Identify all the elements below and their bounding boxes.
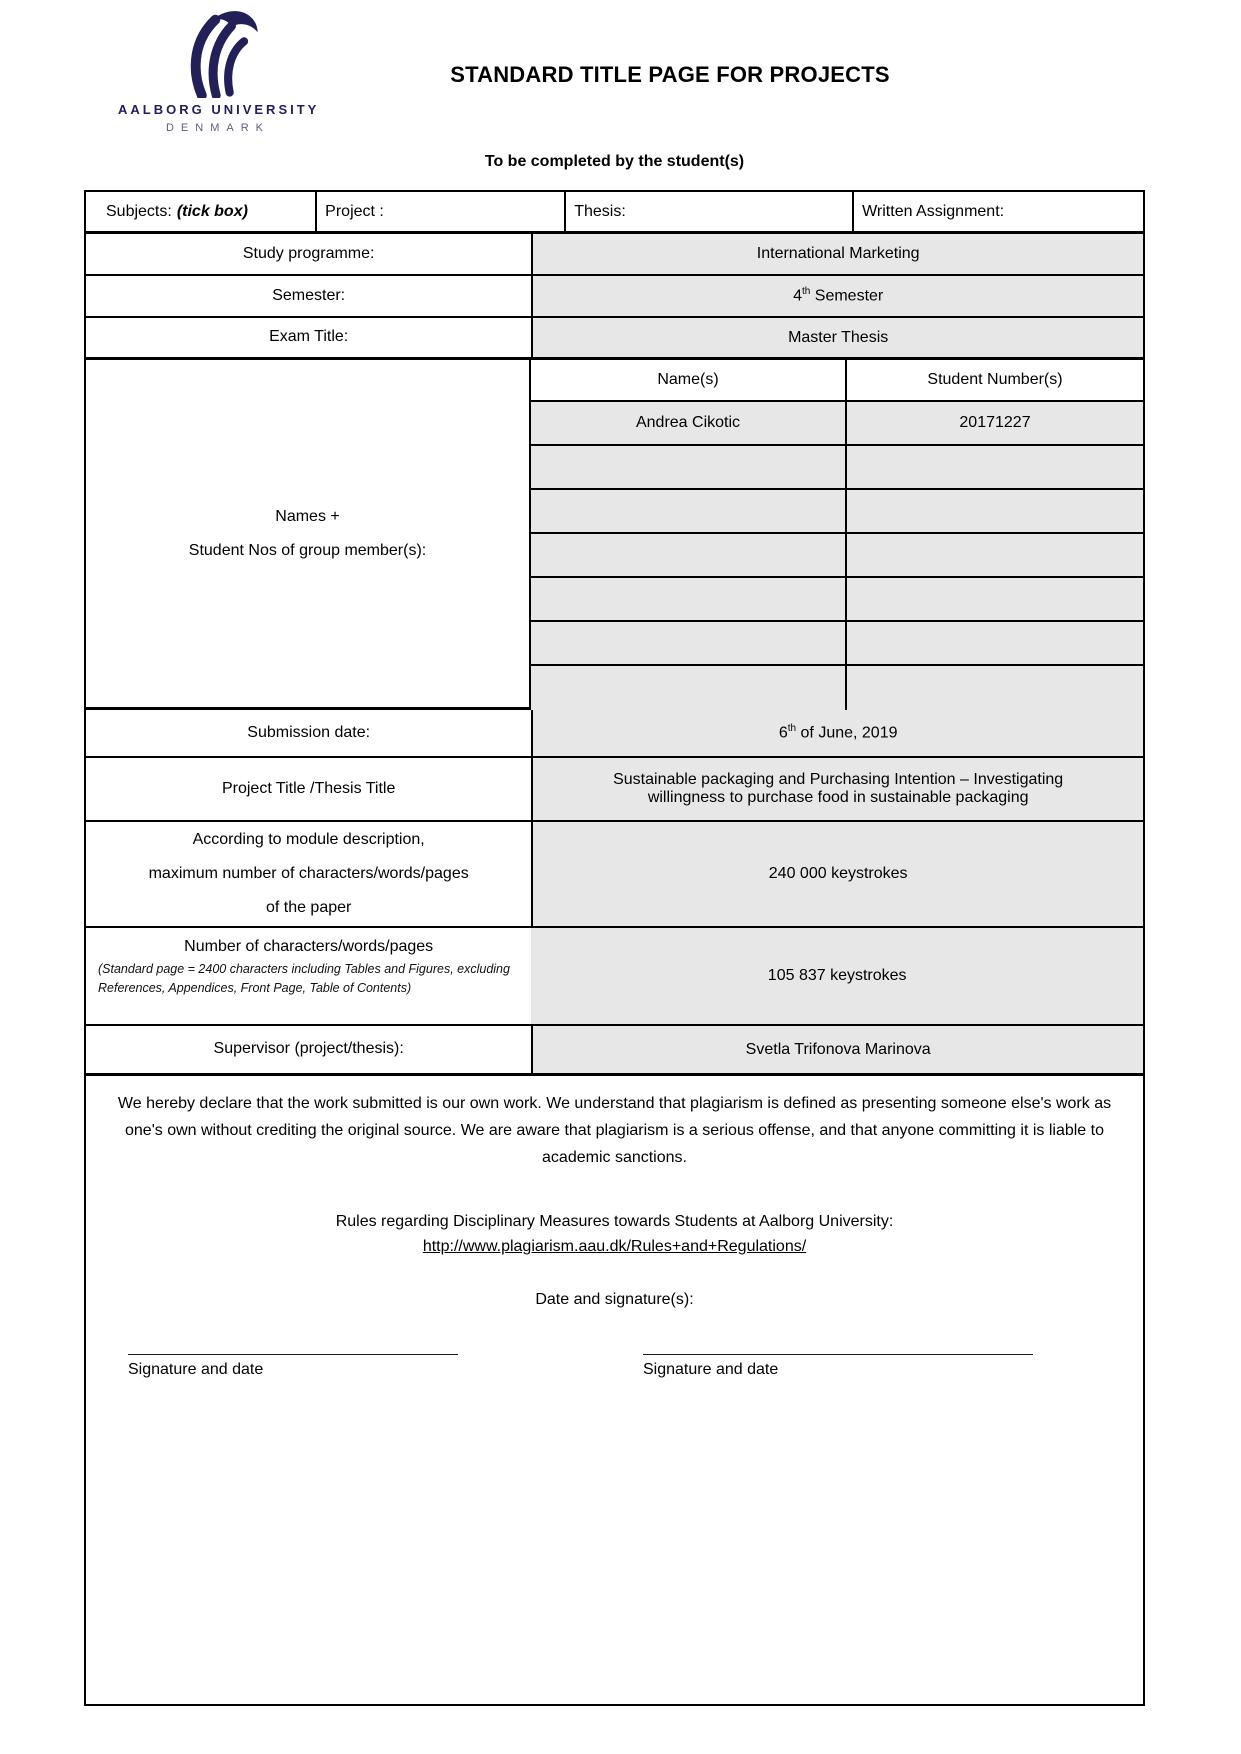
empty-member-row bbox=[531, 622, 1143, 666]
written-assignment-cell bbox=[852, 192, 1143, 231]
empty-member-row bbox=[531, 490, 1143, 534]
project-title-label: Project Title /Thesis Title bbox=[221, 779, 396, 797]
group-members-label: Names + Student Nos of group member(s): bbox=[188, 507, 427, 559]
semester-row bbox=[86, 276, 1143, 318]
signature-label-right: Signature and date bbox=[643, 1361, 779, 1378]
member-student-number: 20171227 bbox=[845, 402, 1143, 444]
signature-label-left: Signature and date bbox=[128, 1361, 264, 1378]
logo-country: DENMARK bbox=[165, 122, 270, 134]
signature-line-left bbox=[128, 1341, 458, 1355]
project-checkbox-cell bbox=[315, 192, 564, 231]
group-members-section bbox=[86, 360, 1143, 710]
character-count-row bbox=[86, 928, 1143, 1026]
name-column-header: Name(s) bbox=[657, 371, 719, 388]
member-name: Andrea Cikotic bbox=[635, 414, 741, 431]
logo-wordmark: AALBORG UNIVERSITY bbox=[118, 102, 320, 117]
signature-block-right bbox=[643, 1341, 1033, 1379]
thesis-checkbox-cell bbox=[564, 192, 852, 231]
study-programme-value: International Marketing bbox=[531, 234, 1143, 274]
rules-text: Rules regarding Disciplinary Measures towards Students at Aalborg University: bbox=[335, 1213, 894, 1230]
project-label: Project : bbox=[325, 202, 384, 220]
submission-date-value: 6th of June, 2019 bbox=[531, 710, 1143, 756]
aau-logo-block bbox=[118, 8, 318, 134]
group-members-grid bbox=[529, 360, 1143, 707]
exam-title-label: Exam Title: bbox=[269, 328, 349, 346]
plagiarism-declaration-text: We hereby declare that the work submitted is our own work. We understand that plagiarism is defined as presenting someone else's work as one's own without crediting the original source. We are aware that plagiarism is a serious offense, and that anyone committing it is liable to academic sanctions. bbox=[117, 1095, 1112, 1166]
supervisor-row bbox=[86, 1026, 1143, 1076]
subjects-cell bbox=[86, 192, 315, 231]
submission-date-row bbox=[86, 710, 1143, 758]
subjects-row bbox=[86, 192, 1143, 234]
declaration-content bbox=[86, 1076, 1143, 1704]
project-title-value: Sustainable packaging and Purchasing Intention – Investigating willingness to purchase food in sustainable packaging bbox=[531, 758, 1143, 820]
max-characters-value: 240 000 keystrokes bbox=[531, 822, 1143, 926]
thesis-label: Thesis: bbox=[574, 202, 626, 220]
empty-member-row bbox=[531, 446, 1143, 490]
empty-member-row bbox=[531, 578, 1143, 622]
character-count-value: 105 837 keystrokes bbox=[531, 928, 1143, 1024]
aau-swoosh-icon bbox=[152, 8, 284, 98]
written-assignment-label: Written Assignment: bbox=[862, 202, 1005, 220]
tick-box-label: (tick box) bbox=[176, 202, 248, 220]
standard-page-note: (Standard page = 2400 characters including Tables and Figures, excluding References, Appendices, Front Page, Table of Contents) bbox=[98, 962, 510, 995]
supervisor-label: Supervisor (project/thesis): bbox=[213, 1040, 404, 1058]
max-characters-row bbox=[86, 822, 1143, 928]
empty-member-row bbox=[531, 534, 1143, 578]
semester-value: 4th Semester bbox=[531, 276, 1143, 316]
declaration-section bbox=[86, 1076, 1143, 1704]
signature-line-right bbox=[643, 1341, 1033, 1355]
supervisor-value: Svetla Trifonova Marinova bbox=[531, 1026, 1143, 1073]
student-number-column-header: Student Number(s) bbox=[845, 360, 1143, 400]
study-programme-label: Study programme: bbox=[242, 244, 375, 262]
project-title-row bbox=[86, 758, 1143, 822]
empty-member-row bbox=[531, 666, 1143, 710]
character-count-label: Number of characters/words/pages (Standard page = 2400 characters including Tables and Figures, excluding References, Appendices, Front Page, Table of Contents) bbox=[86, 928, 531, 1024]
exam-title-value: Master Thesis bbox=[531, 318, 1143, 357]
group-members-header-row bbox=[531, 360, 1143, 402]
submission-date-label: Submission date: bbox=[247, 723, 371, 741]
subjects-label: Subjects: bbox=[106, 202, 172, 220]
signature-row bbox=[98, 1341, 1131, 1379]
date-and-signatures-label: Date and signature(s): bbox=[535, 1291, 694, 1308]
semester-label: Semester: bbox=[272, 286, 346, 304]
max-characters-label: According to module description, maximum number of characters/words/pages of the paper bbox=[148, 831, 469, 916]
exam-title-row bbox=[86, 318, 1143, 360]
page-subtitle: To be completed by the student(s) bbox=[484, 153, 745, 170]
study-programme-row bbox=[86, 234, 1143, 276]
plagiarism-rules-link[interactable]: http://www.plagiarism.aau.dk/Rules+and+Regulations/ bbox=[422, 1238, 807, 1255]
title-page-form bbox=[84, 190, 1145, 1706]
page-title: STANDARD TITLE PAGE FOR PROJECTS bbox=[450, 62, 890, 87]
member-row bbox=[531, 402, 1143, 446]
signature-block-left bbox=[128, 1341, 458, 1379]
